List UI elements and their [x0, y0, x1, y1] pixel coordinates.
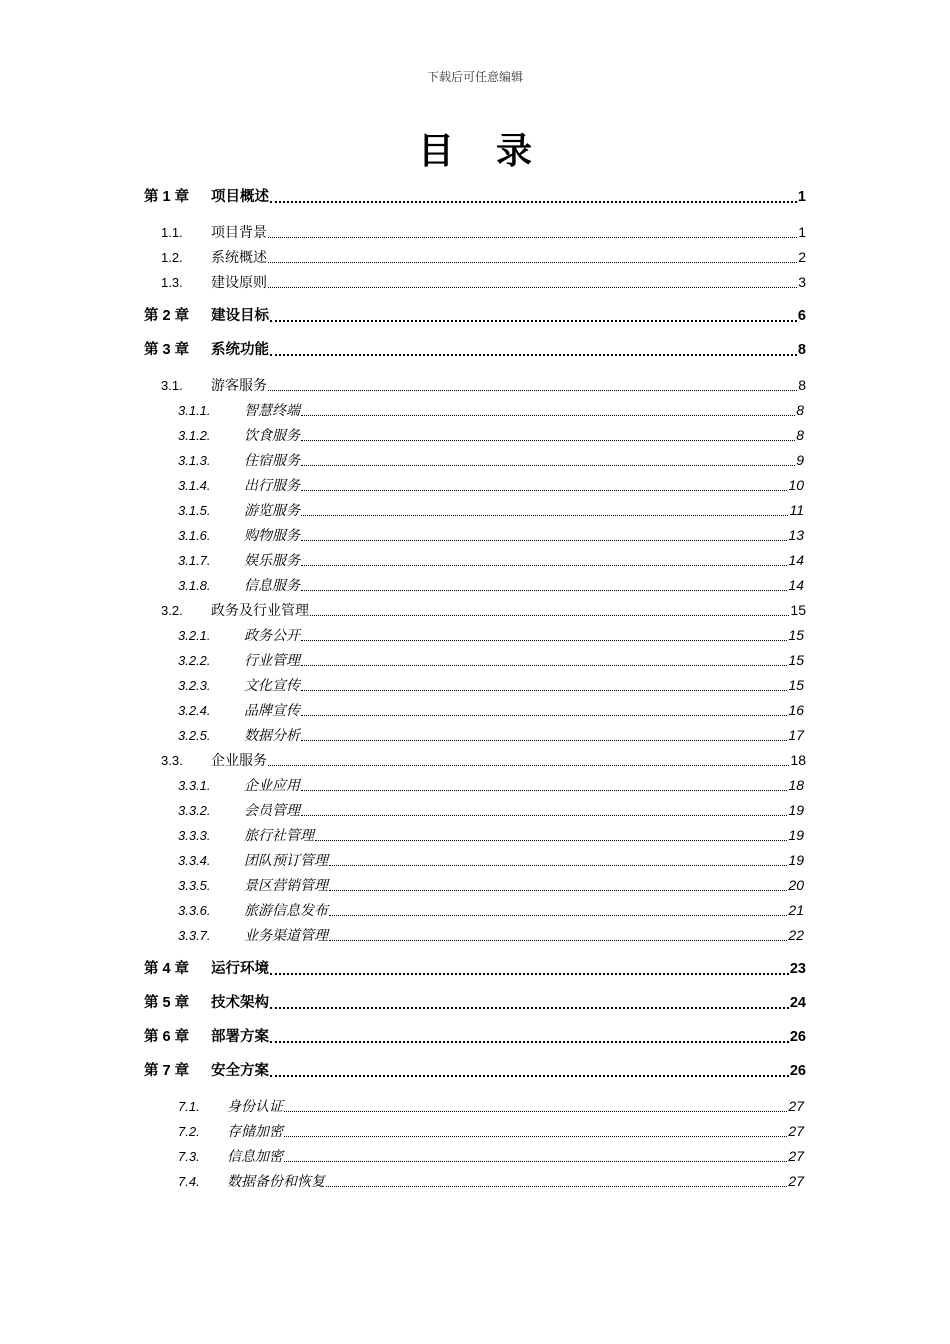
toc-entry-page-number: 1 — [797, 189, 806, 205]
toc-entry[interactable] — [0, 823, 950, 848]
toc-entry-page-number: 6 — [797, 308, 806, 324]
toc-leader-dots — [301, 539, 787, 541]
toc-leader-dots — [301, 564, 787, 566]
toc-entry-number: 第 7 章 — [144, 1063, 190, 1079]
toc-leader-dots — [301, 489, 787, 491]
toc-entry[interactable] — [0, 270, 950, 295]
toc-entry-number: 第 1 章 — [144, 189, 190, 205]
toc-entry-number: 7.1. — [178, 1099, 200, 1114]
toc-leader-dots — [301, 639, 787, 641]
toc-entry-number: 1.1. — [161, 225, 183, 240]
toc-entry[interactable] — [0, 748, 950, 773]
toc-entry-label: 业务渠道管理 — [244, 927, 328, 943]
toc-leader-dots — [284, 1135, 787, 1137]
toc-entry-page-number: 16 — [788, 702, 804, 718]
toc-entry-number: 3.2.3. — [178, 678, 211, 693]
toc-leader-dots — [270, 200, 797, 203]
toc-entry-page-number: 21 — [788, 902, 804, 918]
toc-leader-dots — [301, 714, 787, 716]
toc-entry-page-number: 14 — [788, 577, 804, 593]
toc-leader-dots — [326, 1185, 787, 1187]
toc-entry[interactable] — [0, 473, 950, 498]
toc-entry-label: 饮食服务 — [244, 427, 300, 443]
toc-entry-number: 3.3.2. — [178, 803, 211, 818]
toc-leader-dots — [301, 589, 787, 591]
toc-title: 目 录 — [417, 130, 548, 171]
toc-entry-page-number: 15 — [788, 652, 804, 668]
toc-entry-page-number: 13 — [788, 527, 804, 543]
toc-entry[interactable] — [0, 220, 950, 245]
toc-entry-page-number: 9 — [796, 452, 804, 468]
toc-leader-dots — [268, 389, 797, 391]
toc-entry-label: 企业应用 — [244, 777, 300, 793]
toc-entry-label: 建设原则 — [211, 274, 267, 290]
toc-entry[interactable] — [0, 898, 950, 923]
toc-leader-dots — [310, 614, 789, 616]
toc-entry[interactable] — [0, 185, 950, 210]
toc-entry[interactable] — [0, 923, 950, 948]
toc-entry-label: 游览服务 — [244, 502, 300, 518]
toc-leader-dots — [329, 864, 787, 866]
toc-entry-number: 7.4. — [178, 1174, 200, 1189]
toc-entry-page-number: 14 — [788, 552, 804, 568]
toc-entry-page-number: 20 — [788, 877, 804, 893]
toc-entry-number: 3.3.3. — [178, 828, 211, 843]
toc-leader-dots — [270, 1074, 789, 1077]
toc-leader-dots — [315, 839, 787, 841]
toc-entry[interactable] — [0, 573, 950, 598]
toc-leader-dots — [301, 514, 788, 516]
toc-leader-dots — [270, 353, 797, 356]
toc-entry-number: 3.2.1. — [178, 628, 211, 643]
toc-entry-number: 3.1.7. — [178, 553, 211, 568]
toc-entry-label: 品牌宣传 — [244, 702, 300, 718]
toc-leader-dots — [301, 789, 787, 791]
toc-leader-dots — [301, 439, 795, 441]
toc-entry-number: 3.3.1. — [178, 778, 211, 793]
toc-leader-dots — [268, 236, 797, 238]
toc-entry[interactable] — [0, 398, 950, 423]
toc-entry-number: 3.1.3. — [178, 453, 211, 468]
toc-entry[interactable] — [0, 1059, 950, 1084]
toc-leader-dots — [268, 764, 789, 766]
toc-entry-number: 3.2.4. — [178, 703, 211, 718]
toc-entry-label: 旅行社管理 — [244, 827, 314, 843]
toc-entry-number: 3.1.4. — [178, 478, 211, 493]
toc-entry[interactable] — [0, 1094, 950, 1119]
toc-entry-label: 运行环境 — [211, 961, 269, 977]
toc-leader-dots — [270, 319, 797, 322]
toc-entry-number: 3.1.8. — [178, 578, 211, 593]
table-of-contents — [0, 185, 950, 1194]
toc-entry[interactable] — [0, 1025, 950, 1050]
toc-entry-page-number: 27 — [788, 1123, 804, 1139]
toc-leader-dots — [329, 939, 787, 941]
toc-entry-label: 购物服务 — [244, 527, 300, 543]
toc-entry[interactable] — [0, 623, 950, 648]
toc-entry-page-number: 8 — [798, 377, 806, 393]
toc-entry-label: 数据备份和恢复 — [227, 1173, 325, 1189]
toc-entry[interactable] — [0, 873, 950, 898]
toc-entry-page-number: 8 — [796, 427, 804, 443]
toc-entry[interactable] — [0, 723, 950, 748]
toc-entry-label: 出行服务 — [244, 477, 300, 493]
toc-leader-dots — [301, 814, 787, 816]
toc-leader-dots — [301, 414, 795, 416]
toc-leader-dots — [329, 914, 787, 916]
toc-entry[interactable] — [0, 773, 950, 798]
toc-leader-dots — [301, 464, 795, 466]
toc-leader-dots — [270, 1040, 789, 1043]
toc-entry-number: 第 5 章 — [144, 995, 190, 1011]
toc-entry-number: 3.2. — [161, 603, 183, 618]
toc-entry-page-number: 26 — [789, 1029, 806, 1045]
toc-entry-page-number: 27 — [788, 1098, 804, 1114]
toc-entry-label: 会员管理 — [244, 802, 300, 818]
toc-entry-page-number: 8 — [797, 342, 806, 358]
toc-entry-page-number: 8 — [796, 402, 804, 418]
toc-entry-page-number: 1 — [798, 224, 806, 240]
toc-entry[interactable] — [0, 245, 950, 270]
toc-entry-label: 住宿服务 — [244, 452, 300, 468]
toc-entry-number: 3.3.7. — [178, 928, 211, 943]
toc-entry-number: 7.2. — [178, 1124, 200, 1139]
header-note: 下载后可任意编辑 — [426, 70, 523, 84]
toc-entry[interactable] — [0, 423, 950, 448]
toc-leader-dots — [268, 286, 797, 288]
toc-entry-page-number: 24 — [789, 995, 806, 1011]
toc-entry-label: 存储加密 — [227, 1123, 283, 1139]
toc-leader-dots — [268, 261, 797, 263]
toc-entry[interactable] — [0, 1169, 950, 1194]
toc-entry-number: 3.3.6. — [178, 903, 211, 918]
toc-entry-number: 3.1.5. — [178, 503, 211, 518]
toc-leader-dots — [284, 1160, 787, 1162]
toc-entry-number: 3.1. — [161, 378, 183, 393]
toc-entry[interactable] — [0, 523, 950, 548]
toc-entry-label: 娱乐服务 — [244, 552, 300, 568]
toc-entry-number: 第 6 章 — [144, 1029, 190, 1045]
toc-entry-label: 项目背景 — [211, 224, 267, 240]
toc-entry[interactable] — [0, 957, 950, 982]
toc-entry[interactable] — [0, 448, 950, 473]
toc-leader-dots — [329, 889, 787, 891]
toc-entry-number: 3.1.6. — [178, 528, 211, 543]
toc-entry-page-number: 17 — [788, 727, 804, 743]
toc-entry-page-number: 26 — [789, 1063, 806, 1079]
toc-entry[interactable] — [0, 648, 950, 673]
toc-entry-label: 项目概述 — [211, 189, 269, 205]
toc-entry-number: 3.3.5. — [178, 878, 211, 893]
toc-entry[interactable] — [0, 698, 950, 723]
toc-entry-page-number: 27 — [788, 1148, 804, 1164]
toc-entry-label: 信息服务 — [244, 577, 300, 593]
toc-entry-number: 3.1.2. — [178, 428, 211, 443]
toc-entry-label: 安全方案 — [211, 1063, 269, 1079]
toc-leader-dots — [284, 1110, 787, 1112]
toc-entry-number: 3.3.4. — [178, 853, 211, 868]
toc-entry-label: 文化宣传 — [244, 677, 300, 693]
toc-entry-number: 3.1.1. — [178, 403, 211, 418]
toc-entry-page-number: 19 — [788, 852, 804, 868]
toc-entry-number: 3.2.5. — [178, 728, 211, 743]
toc-leader-dots — [301, 664, 787, 666]
toc-entry-page-number: 15 — [788, 677, 804, 693]
toc-entry[interactable] — [0, 598, 950, 623]
toc-entry-page-number: 2 — [798, 249, 806, 265]
toc-leader-dots — [270, 972, 789, 975]
toc-entry[interactable] — [0, 373, 950, 398]
toc-entry-label: 旅游信息发布 — [244, 902, 328, 918]
toc-leader-dots — [301, 739, 787, 741]
toc-entry-label: 部署方案 — [211, 1029, 269, 1045]
toc-entry-label: 团队预订管理 — [244, 852, 328, 868]
toc-entry-page-number: 15 — [788, 627, 804, 643]
toc-entry-label: 智慧终端 — [244, 402, 300, 418]
toc-entry-label: 身份认证 — [227, 1098, 283, 1114]
toc-entry-label: 系统功能 — [211, 342, 269, 358]
toc-entry-page-number: 23 — [789, 961, 806, 977]
toc-entry[interactable] — [0, 673, 950, 698]
toc-entry-page-number: 19 — [788, 802, 804, 818]
toc-entry-label: 景区营销管理 — [244, 877, 328, 893]
toc-entry-number: 1.3. — [161, 275, 183, 290]
toc-entry-label: 企业服务 — [211, 752, 267, 768]
toc-entry-label: 信息加密 — [227, 1148, 283, 1164]
toc-entry-label: 政务及行业管理 — [211, 602, 309, 618]
toc-entry-label: 游客服务 — [211, 377, 267, 393]
toc-entry[interactable] — [0, 304, 950, 329]
toc-entry-label: 建设目标 — [211, 308, 269, 324]
toc-entry-label: 系统概述 — [211, 249, 267, 265]
toc-entry-number: 第 3 章 — [144, 342, 190, 358]
toc-entry[interactable] — [0, 798, 950, 823]
toc-entry-number: 1.2. — [161, 250, 183, 265]
toc-entry-label: 政务公开 — [244, 627, 300, 643]
toc-entry-page-number: 15 — [790, 602, 806, 618]
toc-entry-page-number: 19 — [788, 827, 804, 843]
toc-entry-number: 第 2 章 — [144, 308, 190, 324]
toc-entry[interactable] — [0, 991, 950, 1016]
toc-entry[interactable] — [0, 338, 950, 363]
toc-entry-page-number: 3 — [798, 274, 806, 290]
toc-entry-number: 3.3. — [161, 753, 183, 768]
toc-entry-number: 3.2.2. — [178, 653, 211, 668]
toc-entry[interactable] — [0, 1144, 950, 1169]
toc-entry-page-number: 22 — [788, 927, 804, 943]
toc-entry-label: 行业管理 — [244, 652, 300, 668]
toc-entry-page-number: 18 — [788, 777, 804, 793]
toc-entry-page-number: 27 — [788, 1173, 804, 1189]
toc-entry[interactable] — [0, 848, 950, 873]
toc-entry[interactable] — [0, 1119, 950, 1144]
toc-entry-page-number: 10 — [788, 477, 804, 493]
toc-entry[interactable] — [0, 498, 950, 523]
toc-entry-label: 技术架构 — [211, 995, 269, 1011]
toc-leader-dots — [270, 1006, 789, 1009]
toc-entry-page-number: 11 — [789, 502, 804, 518]
toc-entry-page-number: 18 — [790, 752, 806, 768]
toc-entry[interactable] — [0, 548, 950, 573]
toc-entry-number: 第 4 章 — [144, 961, 190, 977]
toc-leader-dots — [301, 689, 787, 691]
toc-entry-label: 数据分析 — [244, 727, 300, 743]
toc-entry-number: 7.3. — [178, 1149, 200, 1164]
